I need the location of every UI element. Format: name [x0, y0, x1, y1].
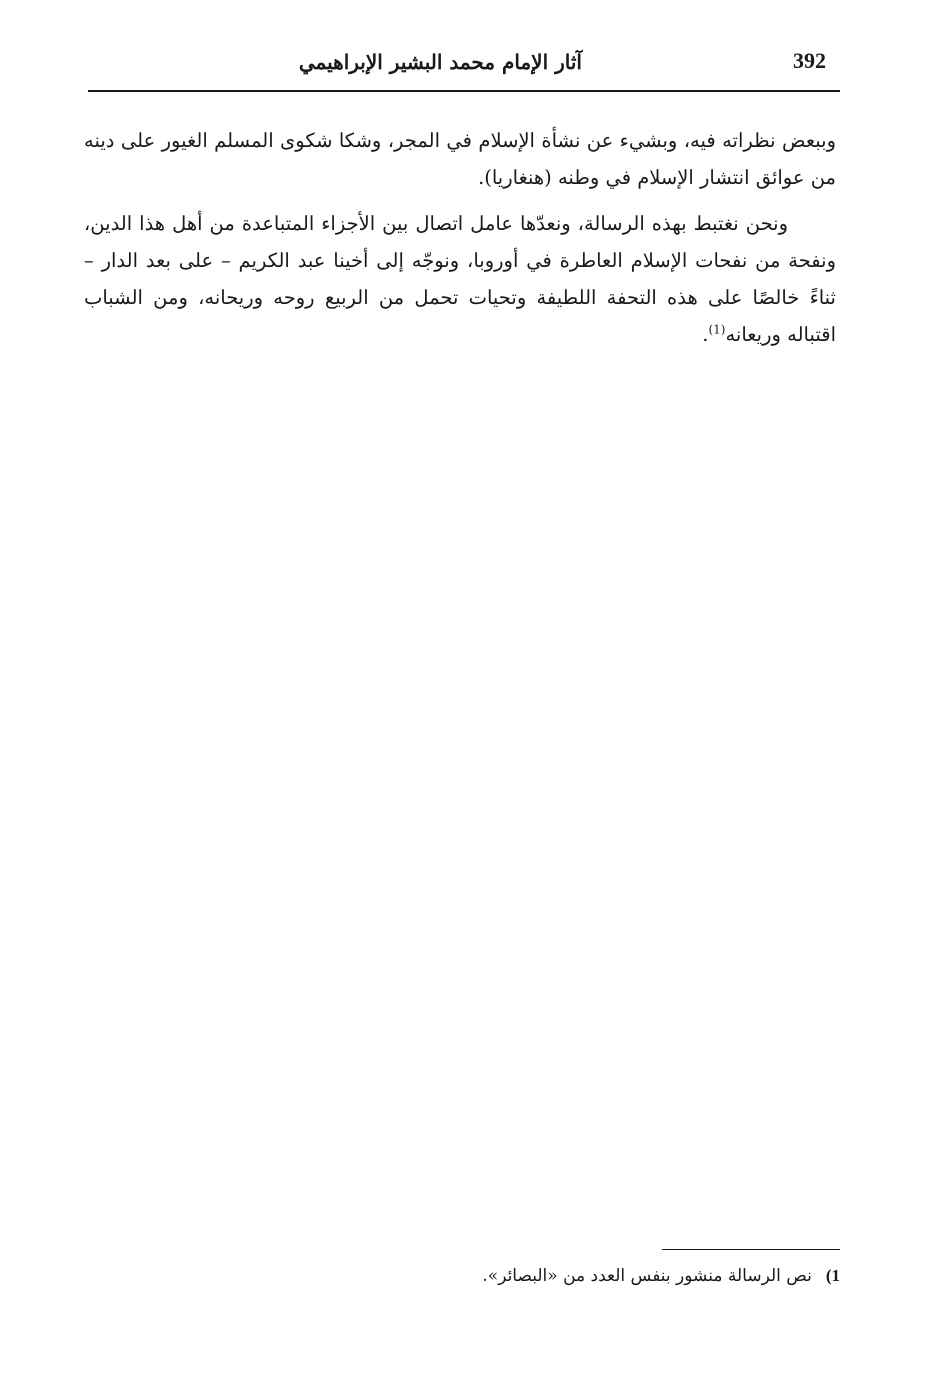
page-header	[88, 40, 840, 90]
footnote-rule	[662, 1249, 840, 1250]
header-rule	[88, 90, 840, 92]
footnote-reference[interactable]: (1)	[708, 322, 726, 337]
footnote-number: 1)	[825, 1266, 840, 1285]
paragraph-2-end: .	[702, 323, 709, 346]
footnote-text: نص الرسالة منشور بنفس العدد من «البصائر».	[482, 1266, 812, 1286]
paragraph-1	[84, 122, 836, 196]
paragraph-1-text: وببعض نظراته فيه، وبشيء عن نشأة الإسلام في المجر، وشكا شكوى المسلم الغيور على دينه من عوائق انتشار الإسلام في وطنه (هنغاريا).	[84, 129, 836, 189]
running-title: آثار الإمام محمد البشير الإبراهيمي	[298, 50, 582, 74]
footnote	[300, 1262, 840, 1290]
paragraph-2	[84, 205, 836, 353]
paragraph-2-text: ونحن نغتبط بهذه الرسالة، ونعدّها عامل اتصال بين الأجزاء المتباعدة من أهل هذا الدين، ونفحة من نفحات الإسلام العاطرة في أوروبا، ونوجّه إلى أخينا عبد الكريم – على بعد الدار – ثناءً خالصًا على هذه التحفة اللطيفة وتحيات تحمل من الربيع روحه وريحانه، ومن الشباب اقتباله وريعانه	[84, 212, 836, 346]
page-number: 392	[793, 48, 826, 73]
main-text	[84, 122, 836, 362]
